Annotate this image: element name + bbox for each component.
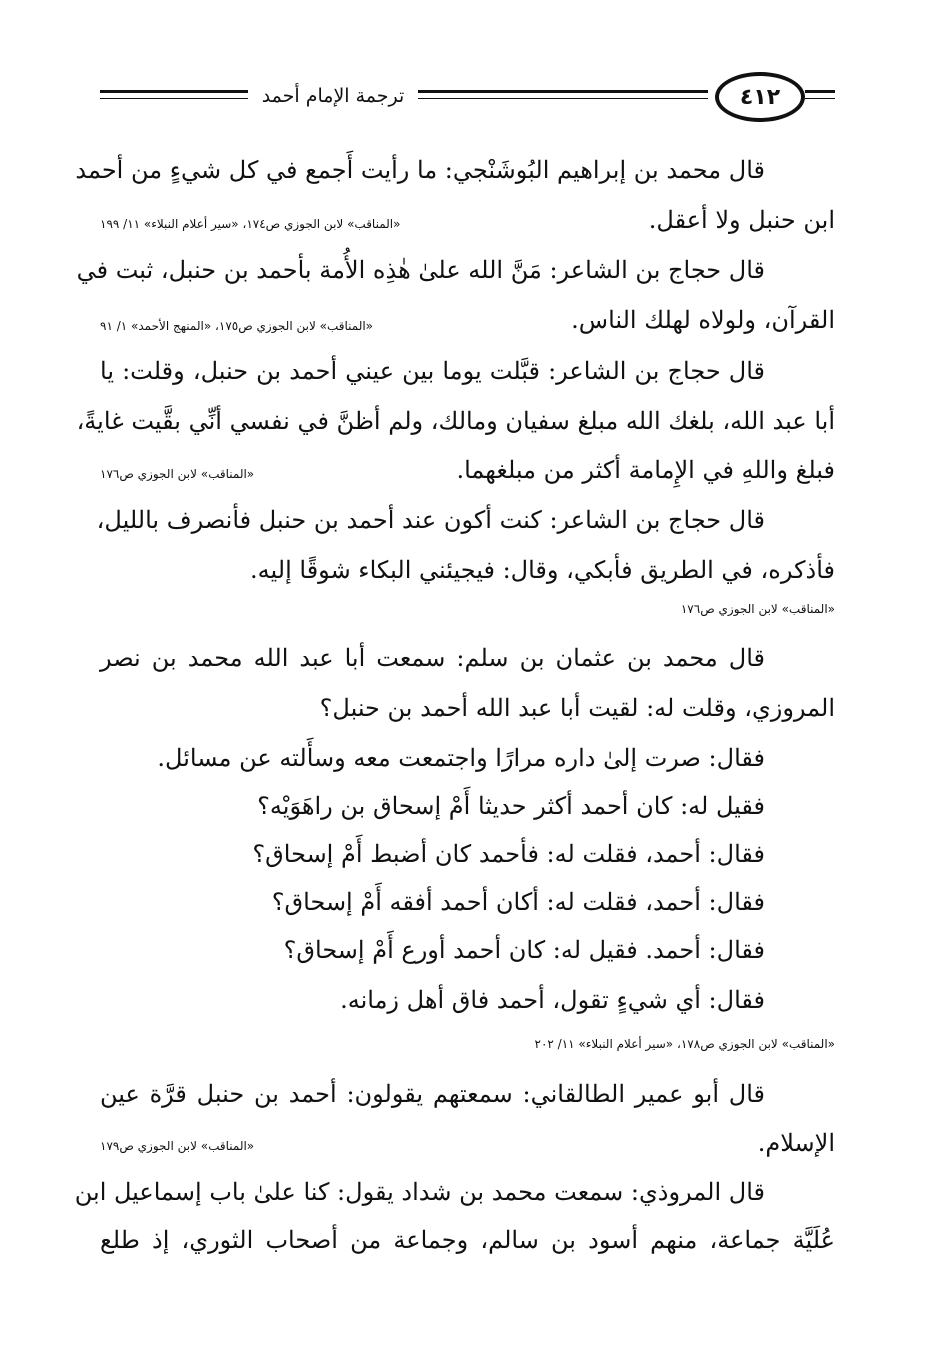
text-line: فقيل له: كان أحمد أكثر حديثا أَمْ إسحاق بن راهَوَيْه؟: [257, 792, 765, 820]
header-rule-end-top: [805, 90, 835, 93]
header-rule-end-bottom: [805, 98, 835, 99]
text-line: قال حجاج بن الشاعر: كنت أكون عند أحمد بن حنبل فأنصرف بالليل،: [96, 506, 765, 534]
source-citation: «المناقب» لابن الجوزي ص١٧٩: [100, 1139, 255, 1153]
source-citation: «المناقب» لابن الجوزي ص١٧٨، «سير أعلام النبلاء» ١١/ ٢٠٢: [534, 1037, 835, 1051]
text-line: أبا عبد الله، بلغك الله مبلغ سفيان ومالك، ولم أظنَّ في نفسي أنِّي بقَّيت غايةً،: [76, 407, 835, 435]
text-line: فأذكره، في الطريق فأبكي، وقال: فيجيئني البكاء شوقًا إليه.: [250, 556, 835, 584]
text-line: قال محمد بن عثمان بن سلم: سمعت أبا عبد الله محمد بن نصر: [100, 644, 765, 672]
source-citation: «المناقب» لابن الجوزي ص١٧٥، «المنهج الأحمد» ١/ ٩١: [100, 319, 374, 333]
text-line: فقال: أي شيءٍ تقول، أحمد فاق أهل زمانه.: [340, 986, 765, 1014]
text-line: فبلغ واللهِ في الإِمامة أكثر من مبلغهما.: [456, 456, 835, 484]
text-line: فقال: صرت إلىٰ داره مرارًا واجتمعت معه وسأَلته عن مسائل.: [157, 744, 765, 772]
source-citation: «المناقب» لابن الجوزي ص١٧٦: [100, 467, 255, 481]
text-line: فقال: أحمد. فقيل له: كان أحمد أورع أَمْ إسحاق؟: [283, 936, 765, 964]
text-line: قال محمد بن إبراهيم البُوشَنْجي: ما رأيت أَجمع في كل شيءٍ من أحمد: [75, 156, 765, 184]
text-line: القرآن، ولولاه لهلك الناس.: [571, 306, 835, 334]
text-line: قال أبو عمير الطالقاني: سمعتهم يقولون: أحمد بن حنبل قرَّة عين: [100, 1080, 765, 1108]
text-line: قال المروذي: سمعت محمد بن شداد يقول: كنا علىٰ باب إسماعيل ابن: [74, 1178, 765, 1206]
text-line: ابن حنبل ولا أعقل.: [648, 206, 835, 234]
text-line: المروزي، وقلت له: لقيت أبا عبد الله أحمد بن حنبل؟: [319, 694, 835, 722]
running-title: ترجمة الإمام أحمد: [248, 84, 418, 108]
text-line: فقال: أحمد، فقلت له: أكان أحمد أفقه أَمْ إسحاق؟: [271, 888, 765, 916]
source-citation: «المناقب» لابن الجوزي ص١٧٤، «سير أعلام النبلاء» ١١/ ١٩٩: [100, 217, 401, 231]
text-line: عُلَيَّة جماعة، منهم أسود بن سالم، وجماعة من أصحاب الثوري، إذ طلع: [100, 1226, 836, 1254]
text-line: قال حجاج بن الشاعر: مَنَّ الله علىٰ هٰذِه الأُمة بأحمد بن حنبل، ثبت في: [76, 256, 765, 284]
text-line: فقال: أحمد، فقلت له: فأحمد كان أضبط أَمْ إسحاق؟: [252, 840, 765, 868]
page-number: ٤١٢: [739, 84, 781, 110]
source-citation: «المناقب» لابن الجوزي ص١٧٦: [680, 602, 835, 616]
text-line: قال حجاج بن الشاعر: قبَّلت يوما بين عيني أحمد بن حنبل، وقلت: يا: [100, 357, 765, 385]
running-header: [100, 72, 835, 122]
text-line: الإسلام.: [757, 1129, 835, 1157]
page-number-badge: [715, 72, 805, 122]
